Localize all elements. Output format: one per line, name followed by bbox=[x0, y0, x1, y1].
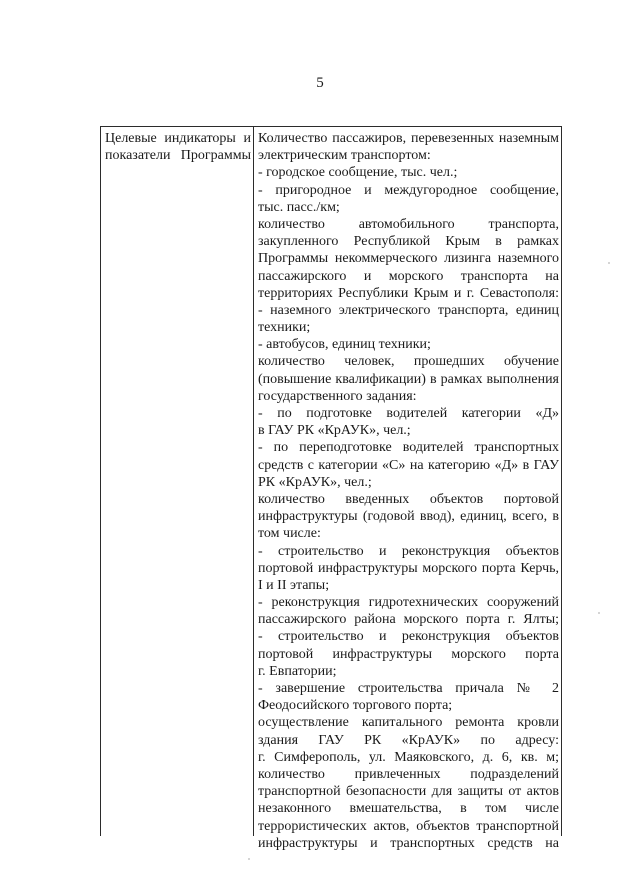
table-content-line: закупленного Республикой Крым в рамках bbox=[258, 234, 559, 250]
table-content-line: пассажирского района морского порта г. Ялты; bbox=[258, 612, 559, 628]
table-content-line: портовой инфраструктуры морского порта bbox=[258, 646, 559, 662]
table-content-line: - строительство и реконструкция объектов bbox=[258, 629, 559, 645]
table-content-line: средств с категории «С» на категорию «Д» в ГАУ bbox=[258, 457, 559, 473]
table-content-line: тыс. пасс./км; bbox=[258, 199, 340, 215]
table-content-line: количество привлеченных подразделений bbox=[258, 766, 559, 782]
table-content-line: количество введенных объектов портовой bbox=[258, 491, 559, 507]
table-content-line: г. Симферополь, ул. Маяковского, д. 6, кв. м; bbox=[258, 749, 559, 765]
table-content-line: - по подготовке водителей категории «Д» bbox=[258, 406, 559, 421]
scan-speck bbox=[248, 858, 250, 860]
table-content-line: количество человек, прошедших обучение bbox=[258, 354, 559, 370]
table-content-line: пассажирского и морского транспорта на bbox=[258, 268, 559, 284]
column-divider bbox=[253, 127, 254, 836]
table-content-line: - наземного электрического транспорта, единиц bbox=[258, 302, 559, 318]
table-content-cell bbox=[258, 130, 559, 852]
table-content-line: инфраструктуры и транспортных средств на bbox=[258, 835, 559, 851]
table-content-line: - пригородное и междугородное сообщение, bbox=[258, 182, 559, 198]
table-content-line: - по переподготовке водителей транспортных bbox=[258, 440, 559, 456]
table-content-line: I и II этапы; bbox=[258, 577, 330, 593]
table-content-line: - реконструкция гидротехнических сооружений bbox=[258, 595, 559, 611]
table-content-line: осуществление капитального ремонта кровли bbox=[258, 715, 559, 731]
table-content-line: количество автомобильного транспорта, bbox=[258, 216, 559, 232]
table-content-line: в ГАУ РК «КрАУК», чел.; bbox=[258, 423, 411, 439]
table-content-line: террористических актов, объектов транспортной bbox=[258, 818, 559, 834]
table-content-line: транспортной безопасности для защиты от актов bbox=[258, 784, 559, 800]
table-content-line: Количество пассажиров, перевезенных наземным bbox=[258, 131, 559, 146]
table-content-line: г. Евпатории; bbox=[258, 663, 337, 679]
table-content-line: электрическим транспортом: bbox=[258, 148, 431, 164]
table-content-line: инфраструктуры (годовой ввод), единиц, всего, в bbox=[258, 509, 559, 525]
program-indicators-table bbox=[100, 126, 562, 851]
table-content-line: РК «КрАУК», чел.; bbox=[258, 474, 372, 490]
table-label-line: показатели Программы bbox=[105, 148, 251, 164]
table-content-line: - автобусов, единиц техники; bbox=[258, 337, 431, 353]
table-label-cell bbox=[105, 130, 251, 164]
table-content-line: (повышение квалификации) в рамках выполнения bbox=[258, 371, 559, 387]
table-content-line: территориях Республики Крым и г. Севастополя: bbox=[258, 285, 559, 301]
table-content-line: незаконного вмешательства, в том числе bbox=[258, 801, 559, 817]
table-content-line: здания ГАУ РК «КрАУК» по адресу: bbox=[258, 732, 559, 748]
table-content-line: портовой инфраструктуры морского порта Керчь, bbox=[258, 560, 559, 576]
table-content-line: Программы некоммерческого лизинга наземного bbox=[258, 251, 559, 267]
scan-speck bbox=[608, 262, 610, 264]
table-content-line: том числе: bbox=[258, 526, 321, 542]
table-label-line: Целевые индикаторы и bbox=[105, 131, 251, 146]
table-content-line: - городское сообщение, тыс. чел.; bbox=[258, 165, 458, 181]
table-content-line: техники; bbox=[258, 320, 311, 336]
table-content-line: - завершение строительства причала № 2 bbox=[258, 681, 559, 696]
table-content-line: государственного задания: bbox=[258, 388, 417, 404]
table-content-line: - строительство и реконструкция объектов bbox=[258, 543, 559, 559]
scan-speck bbox=[598, 612, 600, 614]
table-content-line: Феодосийского торгового порта; bbox=[258, 698, 453, 714]
page-number: 5 bbox=[316, 75, 324, 91]
